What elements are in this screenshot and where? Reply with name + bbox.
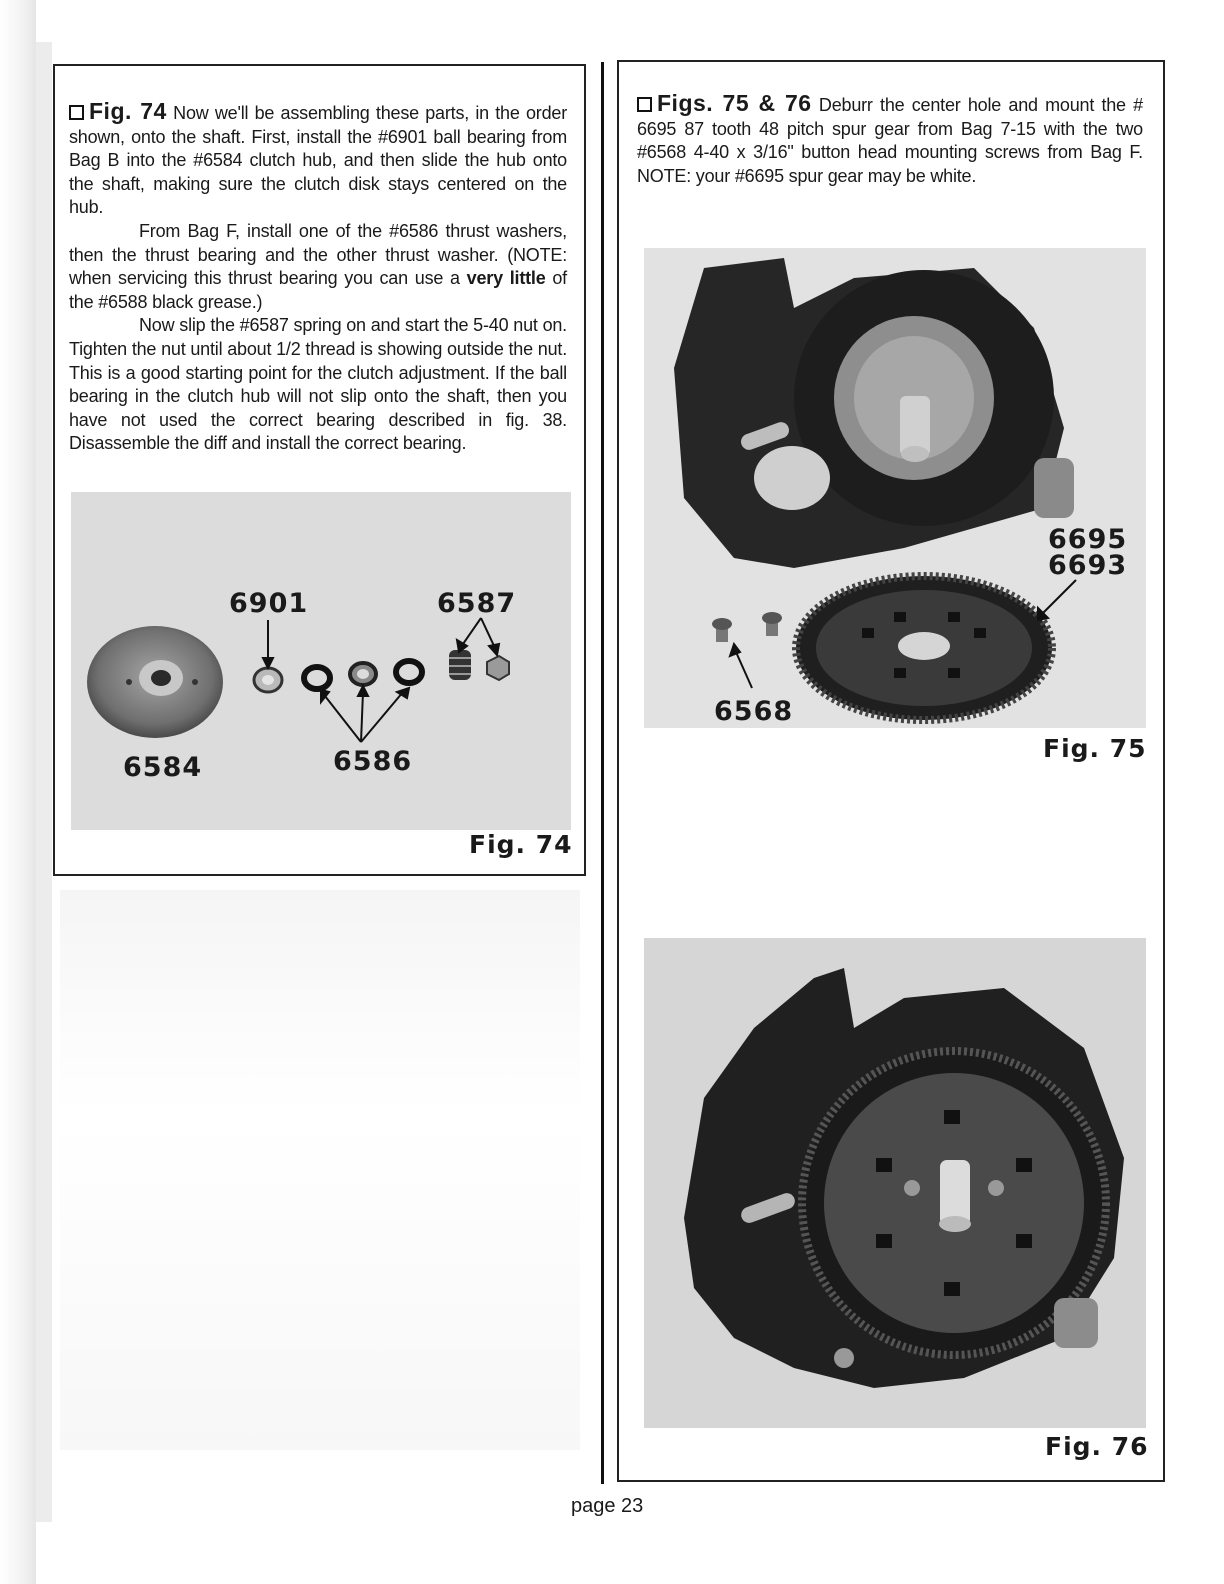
scan-edge [0,0,36,1584]
page-shade [36,42,52,1522]
fig74-photo [71,492,571,830]
fig75-caption: Fig. 75 [1043,734,1147,763]
label-6901: 6901 [229,588,309,619]
fig74-para2-end: of the #6588 black grease.) [69,268,567,312]
fig74-intro: Now we'll be assembling these parts, in the order shown, onto the shaft. First, install the #6901 ball bearing from Bag B into the #6584 clutch hub, and then slide the hub onto the shaft, making sure the clutch disk stays centered on the hub. [69,103,567,218]
column-divider [601,62,604,1484]
fig75-76-heading: Figs. 75 & 76 [657,90,812,116]
fig75-photo [644,248,1146,728]
fig74-para2-bold: very little [466,268,546,289]
fig74-panel [53,64,586,876]
bleed-through [60,890,580,1450]
fig74-para2-start: From Bag F, install one of the #6586 thrust washers, then the thrust bearing and the other thrust washer. (NOTE: when servicing this thrust bearing you can use a [69,220,567,289]
checkbox[interactable] [69,105,84,120]
spur-gear [796,576,1052,720]
page-number: page 23 [571,1495,644,1517]
fig76-photo [644,938,1146,1428]
fig74-caption: Fig. 74 [469,830,573,859]
fig74-text [69,100,567,456]
label-6568: 6568 [714,696,794,727]
label-6586: 6586 [333,746,413,777]
nut [487,656,509,680]
label-6584: 6584 [123,752,203,783]
fig75-76-panel [617,60,1165,1482]
label-6695: 6695 [1048,524,1128,555]
fig74-paragraph-1 [69,100,567,220]
label-6693: 6693 [1048,550,1128,581]
fig75-76-body: Deburr the center hole and mount the # 6695 87 tooth 48 pitch spur gear from Bag 7-15 with the two #6568 4-40 x 3/16" button head mounting screws from Bag F. NOTE: your #6695 spur gear may be white. [637,95,1143,186]
fig74-heading: Fig. 74 [89,98,167,124]
fig76-caption: Fig. 76 [1045,1432,1149,1461]
label-6587: 6587 [437,588,517,619]
fig75-76-paragraph [637,92,1143,188]
fig75-76-text [637,92,1143,188]
checkbox[interactable] [637,97,652,112]
fig74-paragraph-3: Now slip the #6587 spring on and start the 5-40 nut on. Tighten the nut until about 1/2 thread is showing outside the nut. This is a good starting point for the clutch adjustment. If the ball bearing in the clutch hub will not slip onto the shaft, then you have not used the correct bearing described in fig. 38. Disassemble the diff and install the correct bearing. [69,315,567,454]
fig74-paragraph-2 [69,220,567,314]
